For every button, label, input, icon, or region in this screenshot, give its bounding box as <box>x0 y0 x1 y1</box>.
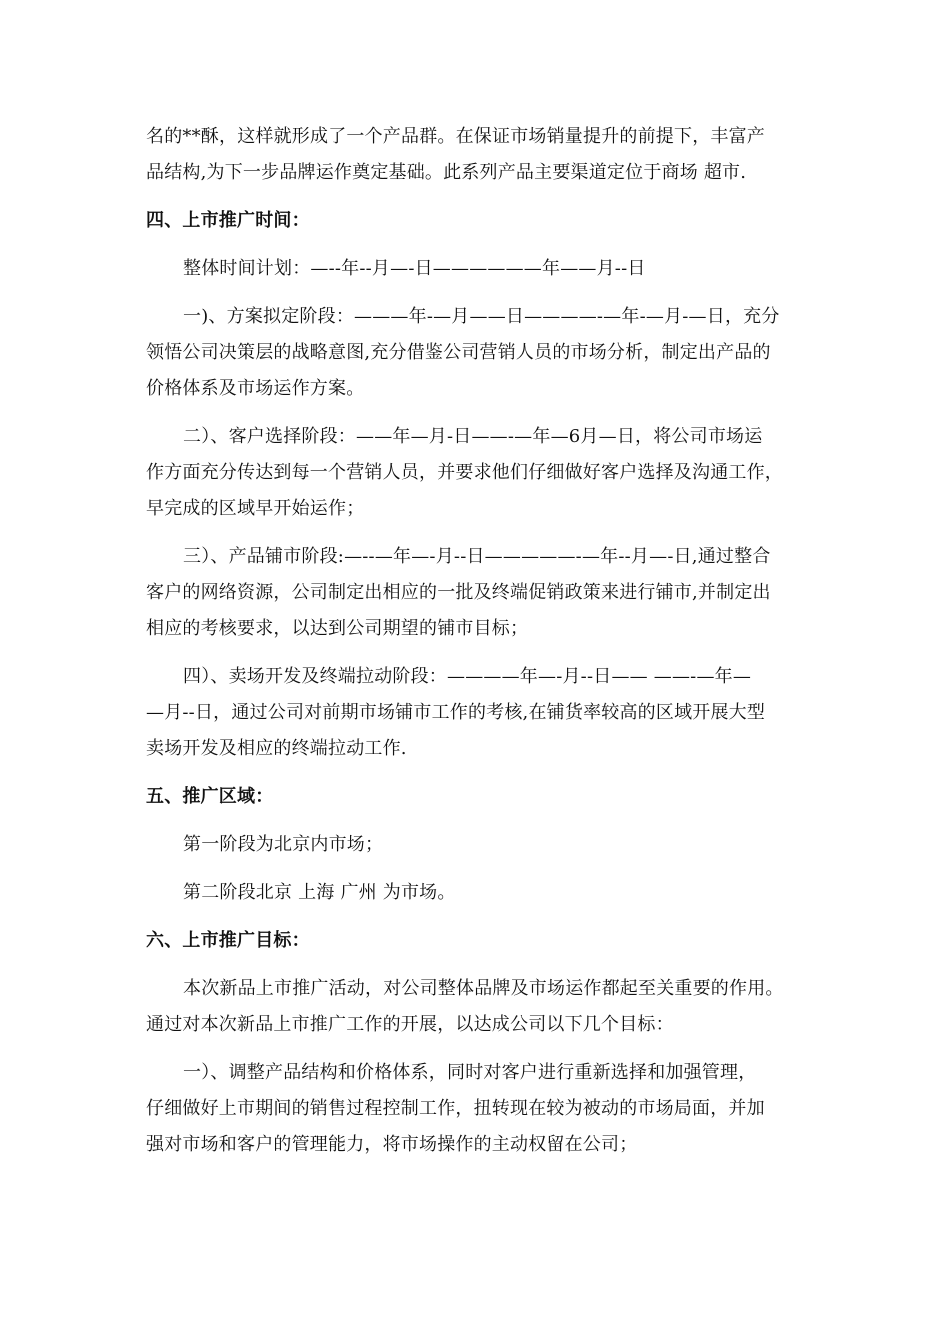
paragraph-line: 卖场开发及相应的终端拉动工作. <box>146 738 407 759</box>
paragraph-line: 整体时间计划：—--年--月—-日——————年——月--日 <box>183 258 646 279</box>
paragraph-line: 价格体系及市场运作方案。 <box>146 378 365 399</box>
section-heading: 四、上市推广时间： <box>146 210 310 231</box>
paragraph-line: 第二阶段北京 上海 广州 为市场。 <box>183 882 456 903</box>
paragraph-line: 领悟公司决策层的战略意图,充分借鉴公司营销人员的市场分析，制定出产品的 <box>146 342 771 363</box>
paragraph-line: 品结构,为下一步品牌运作奠定基础。此系列产品主要渠道定位于商场 超市. <box>146 162 747 183</box>
paragraph-line: 第一阶段为北京内市场； <box>183 834 384 855</box>
paragraph-line: 通过对本次新品上市推广工作的开展，以达成公司以下几个目标： <box>146 1014 674 1035</box>
paragraph-line: 客户的网络资源，公司制定出相应的一批及终端促销政策来进行铺市,并制定出 <box>146 582 771 603</box>
paragraph-line: 三）、产品铺市阶段:—--—年—-月--日—————-—年--月—-日,通过整合 <box>183 546 771 567</box>
section-heading: 五、推广区域： <box>146 786 274 807</box>
paragraph-line: 本次新品上市推广活动，对公司整体品牌及市场运作都起至关重要的作用。 <box>183 978 784 999</box>
paragraph-line: —月--日，通过公司对前期市场铺市工作的考核,在铺货率较高的区域开展大型 <box>146 702 766 723</box>
paragraph-line: 早完成的区域早开始运作； <box>146 498 365 519</box>
paragraph-line: 一)、方案拟定阶段：———年-—月——日————-—年-—月-—日，充分 <box>183 306 780 327</box>
section-heading: 六、上市推广目标： <box>146 930 310 951</box>
paragraph-line: 作方面充分传达到每一个营销人员，并要求他们仔细做好客户选择及沟通工作， <box>146 462 783 483</box>
paragraph-line: 名的**酥，这样就形成了一个产品群。在保证市场销量提升的前提下，丰富产 <box>146 126 765 147</box>
paragraph-line: 强对市场和客户的管理能力，将市场操作的主动权留在公司； <box>146 1134 638 1155</box>
paragraph-line: 相应的考核要求，以达到公司期望的铺市目标； <box>146 618 529 639</box>
paragraph-line: 二）、客户选择阶段：——年—月-日——-—年—6月—日，将公司市场运 <box>183 426 763 447</box>
paragraph-line: 四）、卖场开发及终端拉动阶段：————年—-月--日—— ——-—年— <box>183 666 752 687</box>
paragraph-line: 仔细做好上市期间的销售过程控制工作，扭转现在较为被动的市场局面，并加 <box>146 1098 765 1119</box>
paragraph-line: 一）、调整产品结构和价格体系，同时对客户进行重新选择和加强管理， <box>183 1062 757 1083</box>
